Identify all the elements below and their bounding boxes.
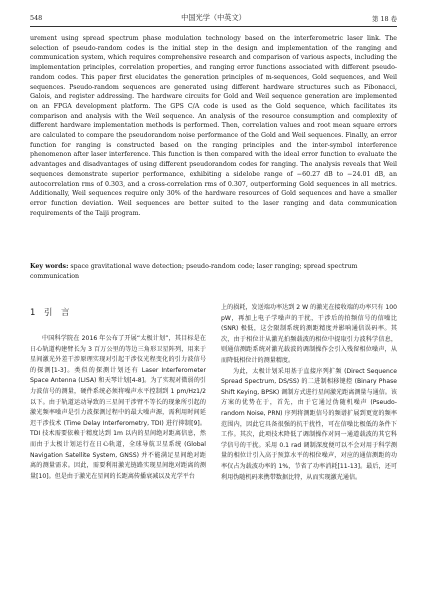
volume-number: 第 18 卷 xyxy=(372,15,397,23)
left-column-paragraph: 中国科学院在 2016 年公布了开展“太极计划”，其目标是在日心轨道构建臂长为 3 百万公里的等边三角形卫星阵列，用来于星间激光外差干涉原理实现对引起干涉仪光程变化的引力波信号的探测[1-3]。类似的探测计划还有 Laser Interferometer Space Antenna (LISA) 和天琴计划[4-8]。为了实现对微弱的引力波信号的测量，硬件系统必须将噪声水平控制到 1 pm/Hz1/2 以下。由于轨道运动导致的三星间干涉臂不等长的现象所引起的激光频率噪声是引力波探测过程中的最大噪声源，需利用时间延迟干涉技术 (Time Delay Interferometry, TDI) 进行抑制[9]。TDI 技术需要依赖于精度达到 1m 以内的星间绝对距离信息，然而由于太极计划运行在日心轨道，全球导航卫星系统 (Global Navigation Satellite System, GNSS) 并不能满足星间绝对距离的测量需求。因此，需要利用激光链路实现星间绝对距离的测量[10]。但是由于激光在星间的长距离传播衰减以及光学平台 xyxy=(30,335,206,480)
page-header xyxy=(30,12,397,27)
abstract-paragraph: urement using spread spectrum phase modulation technology based on the interferometric laser link. The selection of pseudo-random codes is the initial step in the design and implementation of the ranging and communication system, which requires comprehensive research and comparison of various aspects, including the implementation principles, correlation properties, and ranging error functions associated with different pseudo-random codes. This paper first elucidates the generation principles of m-sequences, Gold sequences, and Weil sequences. Pseudo-random sequences are generated using different hardware structures such as Fibonacci, Galois, and register addressing. The hardware circuits for Gold and Weil sequence generation are implemented on an FPGA development platform. The GPS C/A code is used as the Gold sequence, which facilitates its comparison and analysis with the Weil sequence. An analysis of the resource consumption and complexity of different hardware implementation methods is performed. Then, correlation values and root mean square errors are calculated to compare the pseudorandom noise performance of the Gold and Weil sequences. Finally, an error function for ranging is constructed based on the ranging principles and the inter-symbol interference phenomenon after laser interference. This function is then compared with the ideal error function to evaluate the advantages and disadvantages of using different pseudorandom codes for ranging. The analysis reveals that Weil sequences demonstrate superior performance, exhibiting a sidelobe range of −60.27 dB to −24.01 dB, an autocorrelation rms of 0.303, and a cross-correlation rms of 0.307, outperforming Gold sequences in all metrics. Additionally, Weil sequences require only 30% of the hardware resources of Gold sequences and have a smaller error function deviation. Weil sequences are better suited to the laser ranging and data communication requirements of the Taiji program. xyxy=(30,35,397,217)
keywords-label: Key words: xyxy=(30,263,69,270)
right-column-body: 为此，太极计划采用基于直接序列扩频 (Direct Sequence Spread Spectrum, DS/SS) 的二进制相移键控 (Binary Phase Shift Keying, BPSK) 调制方式进行星间激光距离测量与通信。该方案的优势在于，首先，由于它通过伪随机噪声 (Pseudo-random Noise, PRN) 序列将测距信号的频谱扩展到更宽的频率范围内，因此它具备很强的抗干扰性，可在信噪比极低的条件下工作。其次，此项技术降低了调制操作对同一通道载波的其它科学信号的干扰。采用 0.1 rad 调制深度便可以不会对用于科学测量的相位计引入高于预算水平的相位噪声，对应的通信测距的功率仅占为载波功率的 1%，节省了功率消耗[11-13]。最后，还可利用伪随机码来携带数据比特，从而实现激光通信。 xyxy=(221,367,397,481)
page-number: 548 xyxy=(30,14,43,22)
right-column-intro: 上的损耗，发送端功率达到 2 W 的激光在接收端的功率只有 100 pW，再加上电子学噪声的干扰，干涉后的拍频信号的信噪比 (SNR) 极低，这会限制系统的测距精度并影响通信误码率。其次，由于相位计从激光拍频载波的相位中提取引力波科学信息，则通信测距系统对激光载波的调制操作会引入残留相位噪声，从而降低相位计的测量精度。 xyxy=(221,304,397,364)
journal-title: 中国光学（中英文） xyxy=(181,13,246,22)
keywords xyxy=(30,262,397,281)
keywords-text: space gravitational wave detection; pseudo-random code; laser ranging; spread spectrum communication xyxy=(30,263,358,280)
section-title: 1 引 言 xyxy=(30,307,73,317)
right-column xyxy=(221,303,397,483)
